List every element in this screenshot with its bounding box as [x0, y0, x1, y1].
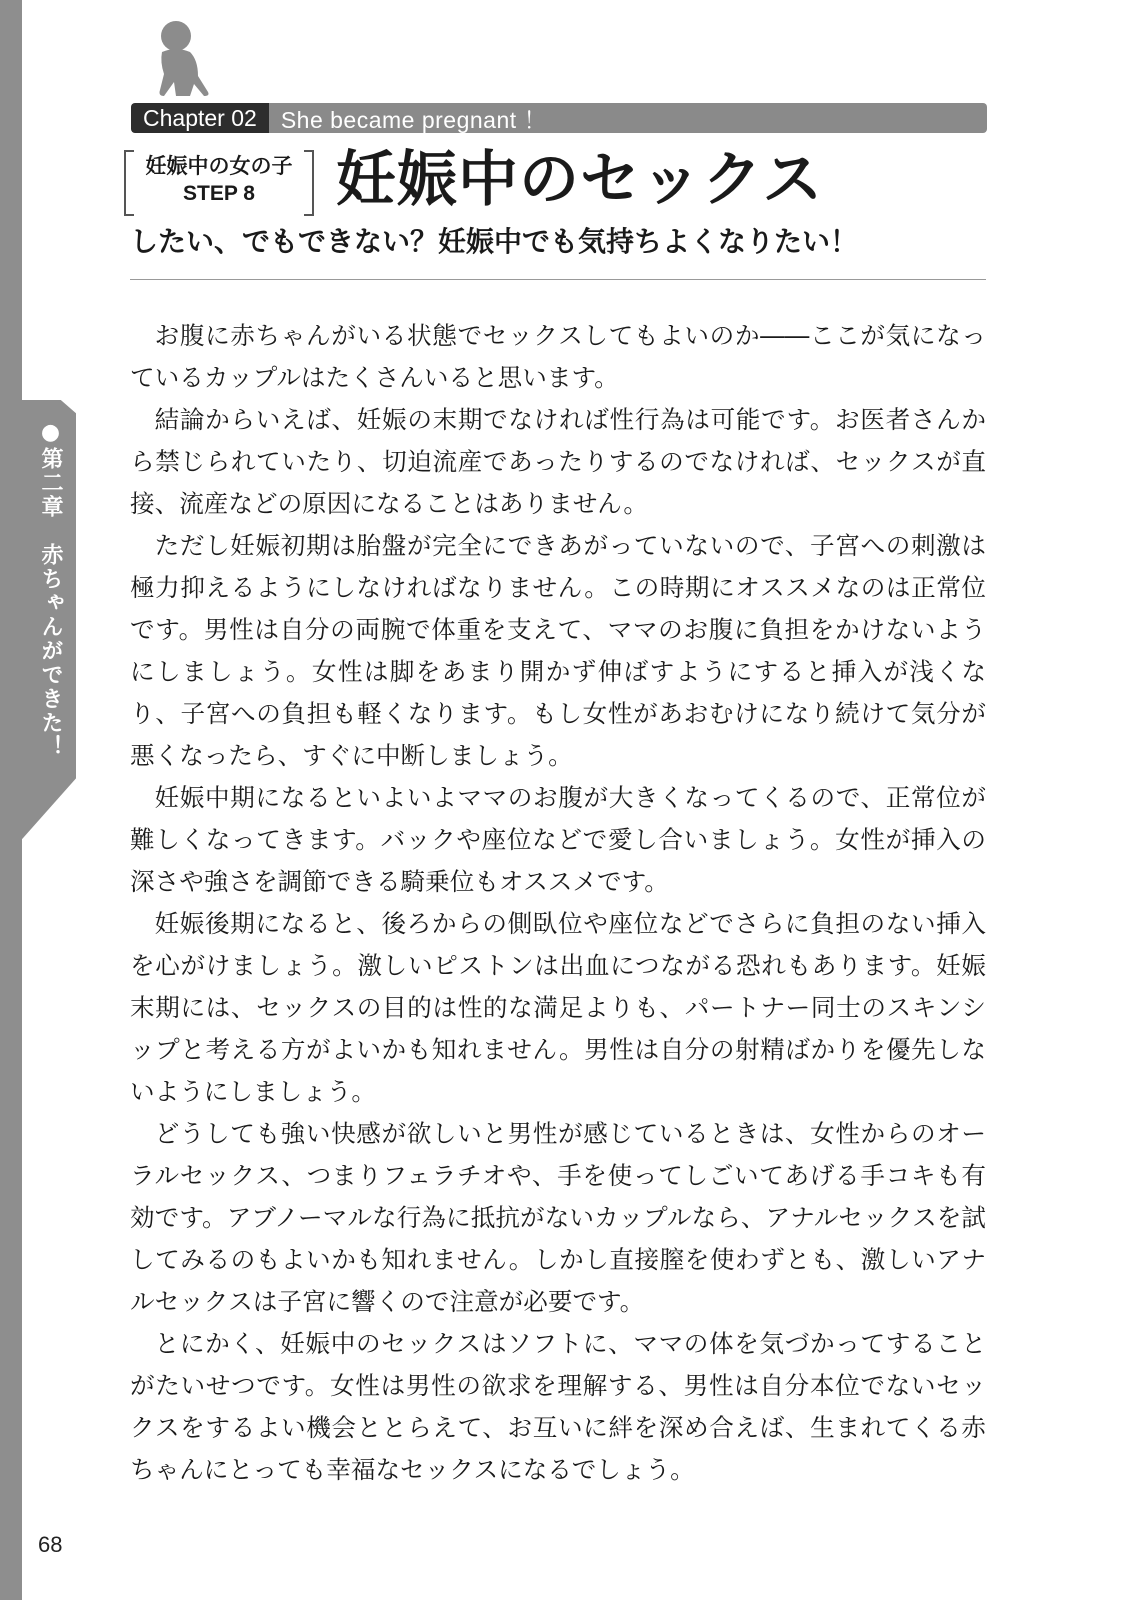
paragraph: ただし妊娠初期は胎盤が完全にできあがっていないので、子宮への刺激は極力抑えるようにしなければなりません。この時期にオススメなのは正常位です。男性は自分の両腕で体重を支えて、ママのお腹に負担をかけないようにしましょう。女性は脚をあまり開かず伸ばすようにすると挿入が浅くなり、子宮への負担も軽くなります。もし女性があおむけになり続けて気分が悪くなったら、すぐに中断しましょう。	[130, 531, 986, 770]
step-label	[124, 150, 314, 212]
paragraph: どうしても強い快感が欲しいと男性が感じているときは、女性からのオーラルセックス、つまりフェラチオや、手を使ってしごいてあげる手コキも有効です。アブノーマルな行為に抵抗がないカップルなら、アナルセックスを試してみるのもよいかも知れません。しかし直接膣を使わずとも、激しいアナルセックスは子宮に響くので注意が必要です。	[130, 1119, 986, 1316]
chapter-header-bar	[131, 103, 987, 133]
chapter-number: Chapter 02	[131, 103, 269, 133]
step-category: 妊娠中の女の子	[145, 154, 293, 178]
bracket-left	[124, 150, 134, 216]
page-subtitle: したい、でもできない？妊娠中でも気持ちよくなりたい！	[130, 225, 859, 258]
side-tab-label: ●第二章 赤ちゃんができた！	[38, 420, 63, 759]
paragraph: 妊娠中期になるといよいよママのお腹が大きくなってくるので、正常位が難しくなってきます。バックや座位などで愛し合いましょう。女性が挿入の深さや強さを調節できる騎乗位もオススメです。	[130, 783, 986, 896]
bracket-right	[304, 150, 314, 216]
article-body	[130, 315, 986, 1491]
paragraph: お腹に赤ちゃんがいる状態でセックスしてもよいのか――ここが気になっているカップルはたくさんいると思います。	[130, 321, 986, 392]
chapter-title: She became pregnant ！	[280, 106, 548, 133]
step-number: STEP 8	[183, 182, 255, 205]
baby-crawling-icon	[150, 18, 214, 98]
paragraph: 妊娠後期になると、後ろからの側臥位や座位などでさらに負担のない挿入を心がけましょう。激しいピストンは出血につながる恐れもあります。妊娠末期には、セックスの目的は性的な満足よりも、パートナー同士のスキンシップと考える方がよいかも知れません。男性は自分の射精ばかりを優先しないようにしましょう。	[130, 909, 986, 1106]
page-title: 妊娠中のセックス	[336, 145, 824, 215]
page-number: 68	[38, 1532, 63, 1557]
paragraph: 結論からいえば、妊娠の末期でなければ性行為は可能です。お医者さんから禁じられていたり、切迫流産であったりするのでなければ、セックスが直接、流産などの原因になることはありません。	[130, 405, 986, 518]
paragraph: とにかく、妊娠中のセックスはソフトに、ママの体を気づかってすることがたいせつです。女性は男性の欲求を理解する、男性は自分本位でないセックスをするよい機会ととらえて、お互いに絆を深め合えば、生まれてくる赤ちゃんにとっても幸福なセックスになるでしょう。	[130, 1329, 986, 1484]
title-divider	[130, 279, 986, 280]
